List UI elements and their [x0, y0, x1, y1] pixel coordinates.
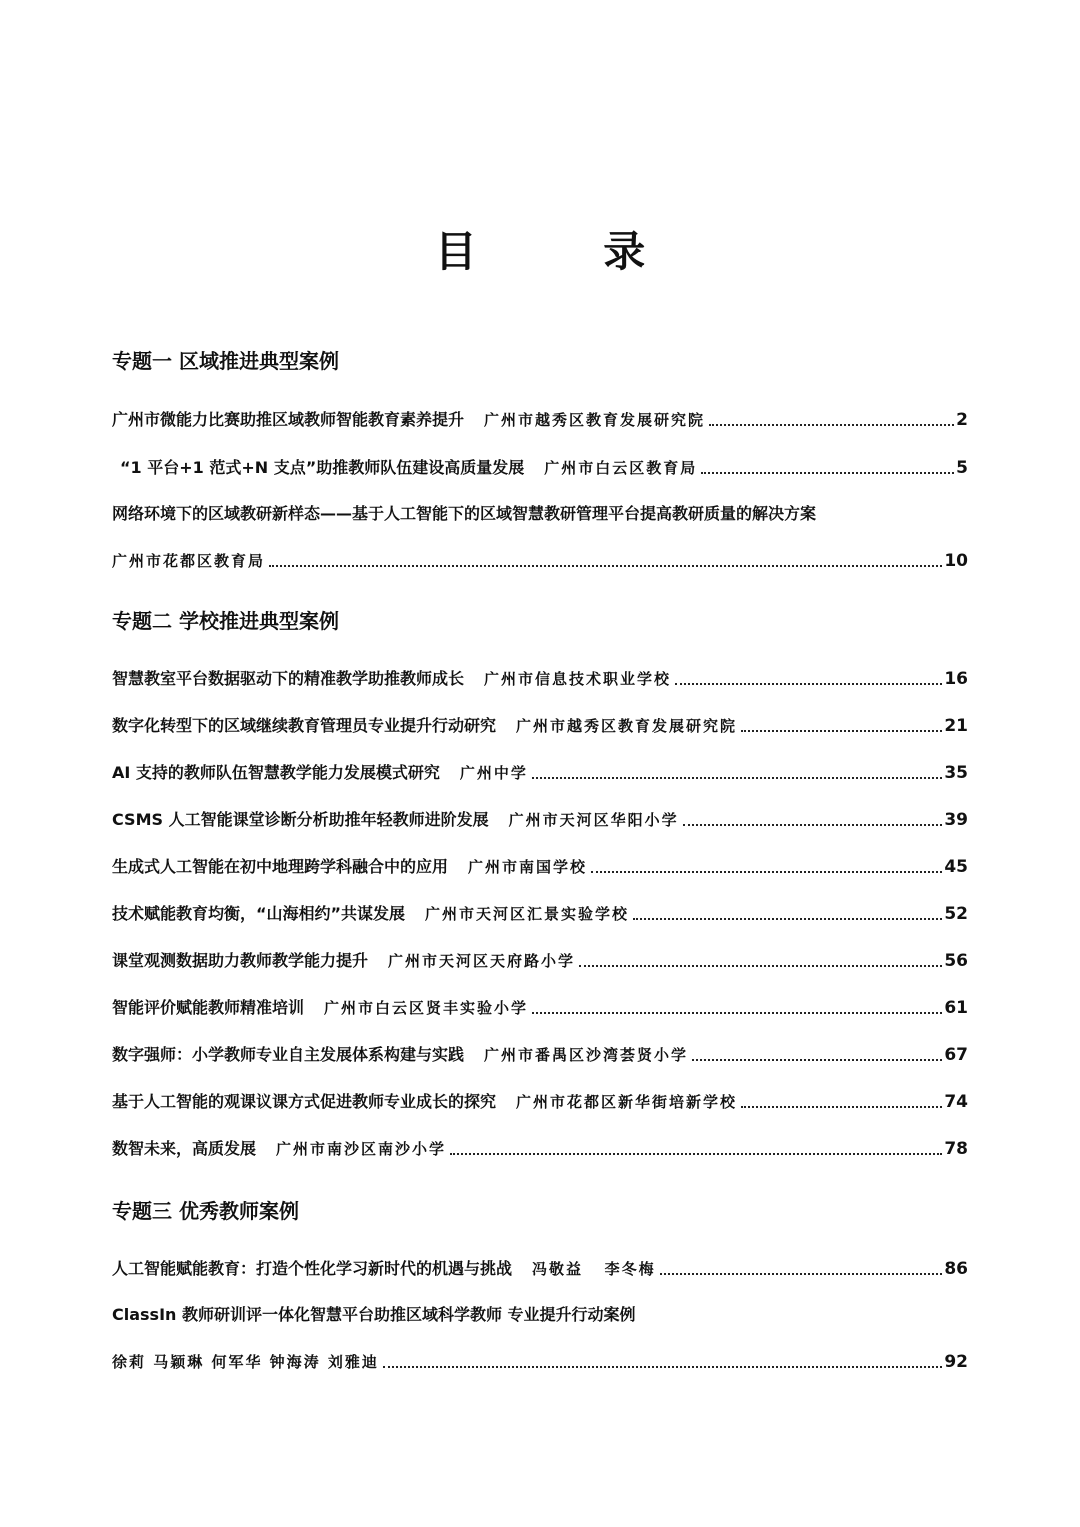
- toc-entry[interactable]: [112, 665, 968, 691]
- entry-title[interactable]: 网络环境下的区域教研新样态——基于人工智能下的区域智慧教研管理平台提高教研质量的解决方案: [112, 504, 817, 523]
- page-number: 74: [944, 1092, 968, 1112]
- page-number: 39: [944, 810, 968, 830]
- dot-leader: [633, 918, 942, 920]
- page-number: 10: [944, 551, 968, 571]
- entry-title: 智能评价赋能教师精准培训: [112, 998, 305, 1017]
- entry-author: 广州市天河区华阳小学: [508, 811, 679, 829]
- page-number: 56: [944, 951, 968, 971]
- toc-entry[interactable]: [112, 547, 968, 573]
- entry-author: 广州市南沙区南沙小学: [276, 1140, 447, 1158]
- entry-author: 广州市白云区贤丰实验小学: [324, 999, 529, 1017]
- entry-title: 广州市微能力比赛助推区域教师智能教育素养提升: [112, 410, 465, 429]
- dot-leader: [683, 824, 943, 826]
- page-number: 16: [944, 669, 968, 689]
- page-number: 86: [944, 1259, 968, 1279]
- dot-leader: [269, 565, 942, 567]
- entry-author: 广州市南国学校: [468, 858, 588, 876]
- entry-title: CSMS 人工智能课堂诊断分析助推年轻教师进阶发展: [112, 810, 489, 829]
- toc-entry[interactable]: [112, 1135, 968, 1161]
- entry-author: 广州市信息技术职业学校: [484, 670, 672, 688]
- entry-title: 课堂观测数据助力教师教学能力提升: [112, 951, 369, 970]
- entry-title: 生成式人工智能在初中地理跨学科融合中的应用: [112, 857, 449, 876]
- entry-author: 广州市越秀区教育发展研究院: [484, 411, 706, 429]
- page-number: 35: [944, 763, 968, 783]
- dot-leader: [709, 424, 954, 426]
- toc-entry[interactable]: [112, 994, 968, 1020]
- section-heading-1: 专题一 区域推进典型案例: [112, 349, 339, 373]
- page-number: 67: [944, 1045, 968, 1065]
- toc-entry[interactable]: [112, 900, 968, 926]
- toc-entry[interactable]: [112, 1348, 968, 1374]
- section-heading-3: 专题三 优秀教师案例: [112, 1199, 299, 1223]
- toc-entry[interactable]: [112, 406, 968, 432]
- toc-entry[interactable]: [112, 1088, 968, 1114]
- page-number: 45: [944, 857, 968, 877]
- toc-entry[interactable]: [112, 806, 968, 832]
- dot-leader: [741, 730, 942, 732]
- toc-entry[interactable]: [112, 853, 968, 879]
- entry-title: 数字强师：小学教师专业自主发展体系构建与实践: [112, 1045, 465, 1064]
- entry-title: 数字化转型下的区域继续教育管理员专业提升行动研究: [112, 716, 497, 735]
- entry-author: 广州市花都区教育局: [112, 552, 266, 570]
- entry-title: AI 支持的教师队伍智慧教学能力发展模式研究: [112, 763, 440, 782]
- entry-title: 人工智能赋能教育：打造个性化学习新时代的机遇与挑战: [112, 1259, 513, 1278]
- entry-author: 广州市白云区教育局: [544, 459, 698, 477]
- page-number: 61: [944, 998, 968, 1018]
- toc-entry[interactable]: [112, 1041, 968, 1067]
- toc-entry[interactable]: [112, 1255, 968, 1281]
- dot-leader: [741, 1106, 942, 1108]
- page-title: 目 录: [434, 227, 702, 276]
- toc-entry[interactable]: [112, 759, 968, 785]
- entry-author: 冯敬益 李冬梅: [532, 1260, 656, 1278]
- entry-author: 广州市番禺区沙湾荟贤小学: [484, 1046, 689, 1064]
- entry-author: 广州市天河区天府路小学: [388, 952, 576, 970]
- entry-title: “1 平台+1 范式+N 支点”助推教师队伍建设高质量发展: [120, 458, 525, 477]
- toc-entry[interactable]: [112, 712, 968, 738]
- section-heading-2: 专题二 学校推进典型案例: [112, 609, 339, 633]
- entry-title: 数智未来，高质发展: [112, 1139, 257, 1158]
- entry-title: 智慧教室平台数据驱动下的精准教学助推教师成长: [112, 669, 465, 688]
- page-number: 78: [944, 1139, 968, 1159]
- toc-entry[interactable]: [112, 947, 968, 973]
- page-number: 92: [944, 1352, 968, 1372]
- dot-leader: [692, 1059, 942, 1061]
- dot-leader: [383, 1366, 942, 1368]
- dot-leader: [532, 777, 942, 779]
- page-number: 5: [956, 458, 968, 478]
- dot-leader: [701, 472, 954, 474]
- entry-author: 徐莉 马颖琳 何军华 钟海涛 刘雅迪: [112, 1353, 379, 1371]
- entry-author: 广州中学: [459, 764, 528, 782]
- dot-leader: [532, 1012, 942, 1014]
- toc-entry[interactable]: [112, 454, 968, 480]
- entry-author: 广州市天河区汇景实验学校: [425, 905, 630, 923]
- entry-author: 广州市越秀区教育发展研究院: [516, 717, 738, 735]
- dot-leader: [579, 965, 942, 967]
- entry-author: 广州市花都区新华街培新学校: [516, 1093, 738, 1111]
- page-number: 21: [944, 716, 968, 736]
- page-number: 2: [956, 410, 968, 430]
- entry-title: 基于人工智能的观课议课方式促进教师专业成长的探究: [112, 1092, 497, 1111]
- entry-title[interactable]: ClassIn 教师研训评一体化智慧平台助推区域科学教师 专业提升行动案例: [112, 1305, 636, 1324]
- entry-title: 技术赋能教育均衡，“山海相约”共谋发展: [112, 904, 406, 923]
- page-number: 52: [944, 904, 968, 924]
- dot-leader: [450, 1153, 942, 1155]
- dot-leader: [675, 683, 942, 685]
- dot-leader: [591, 871, 942, 873]
- dot-leader: [660, 1273, 943, 1275]
